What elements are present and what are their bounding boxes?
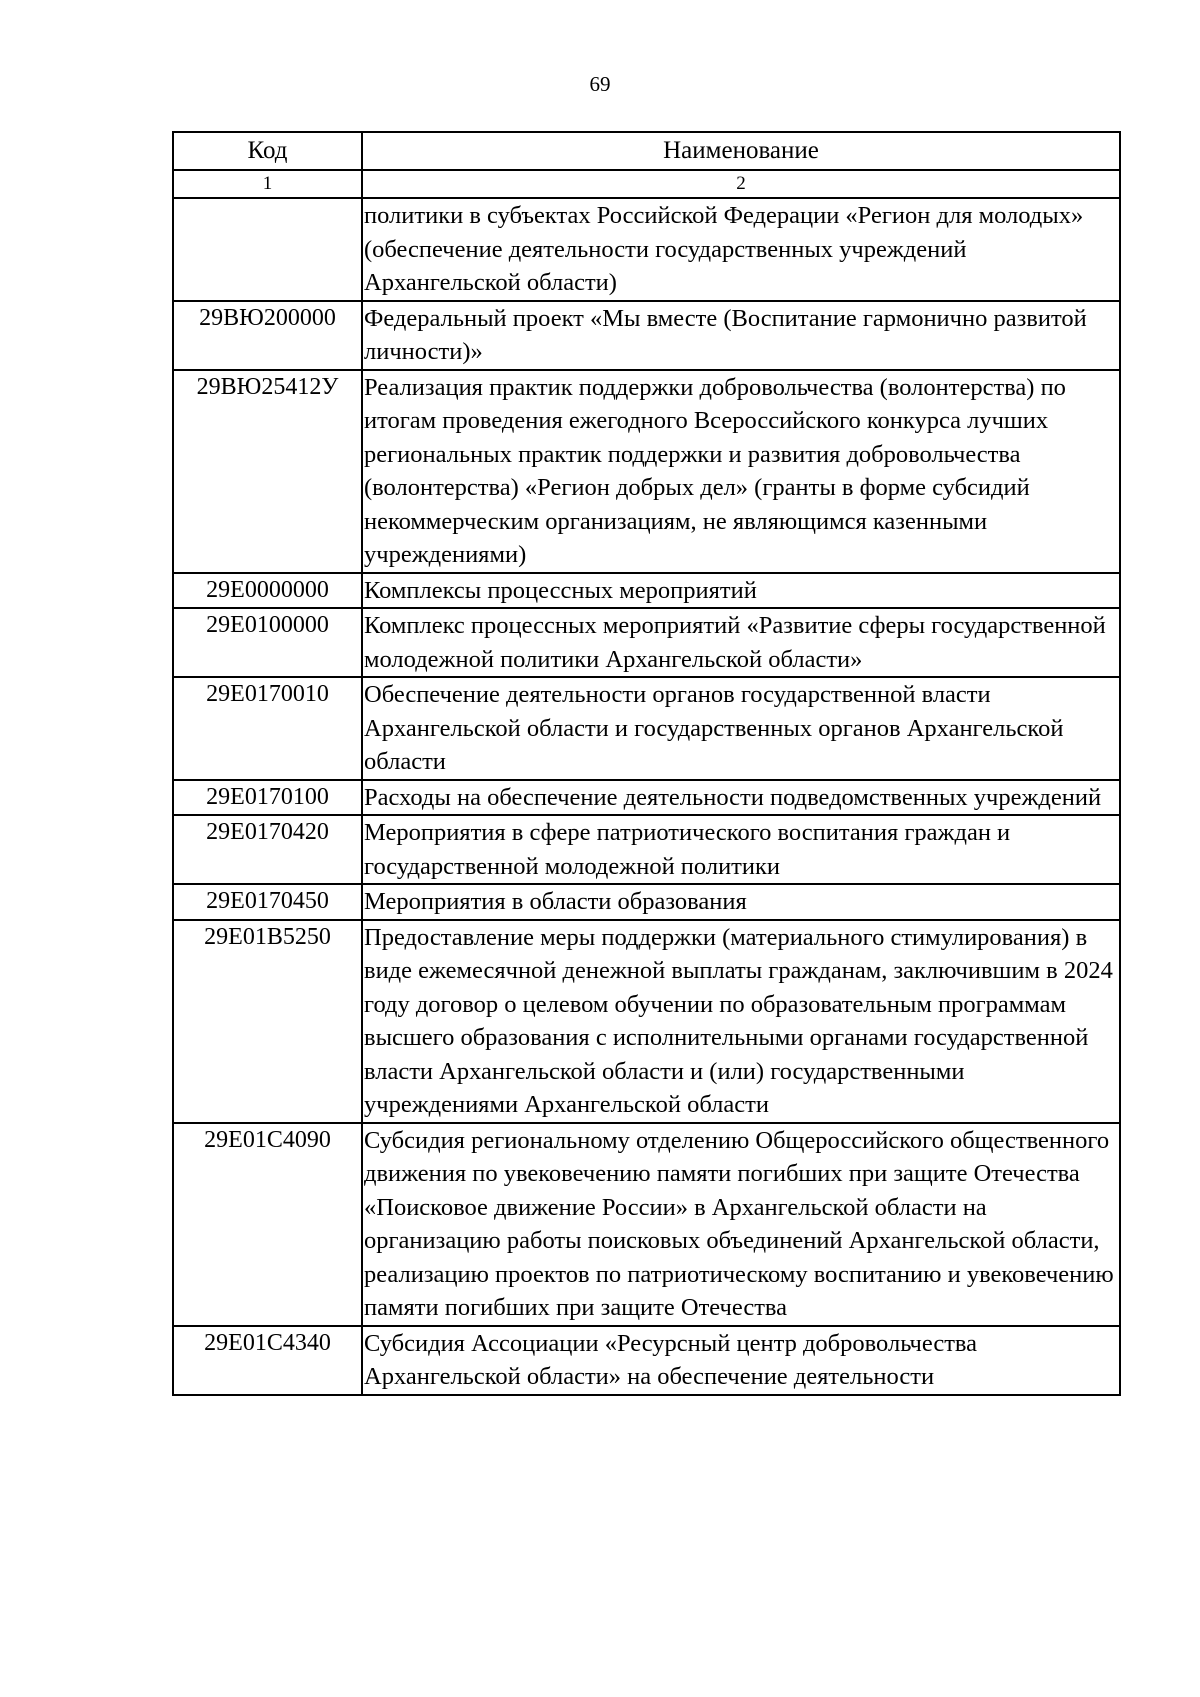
header-code: Код [173, 132, 362, 170]
table-row [173, 884, 1120, 920]
table-row [173, 198, 1120, 301]
row-name: Субсидия региональному отделению Общероссийского общественного движения по увековечению памяти погибших при защите Отечества «Поисковое движение России» в Архангельской области на организацию работы поисковых объединений Архангельской области, реализацию проектов по патриотическому воспитанию и увековечению памяти погибших при защите Отечества [362, 1123, 1120, 1326]
row-name: политики в субъектах Российской Федерации «Регион для молодых» (обеспечение деятельности государственных учреждений Архангельской области) [362, 198, 1120, 301]
row-name: Федеральный проект «Мы вместе (Воспитание гармонично развитой личности)» [362, 301, 1120, 370]
row-name: Мероприятия в сфере патриотического воспитания граждан и государственной молодежной политики [362, 815, 1120, 884]
row-code: 29Е0170420 [173, 815, 362, 884]
row-name: Комплексы процессных мероприятий [362, 573, 1120, 609]
table-row [173, 815, 1120, 884]
row-name: Субсидия Ассоциации «Ресурсный центр добровольчества Архангельской области» на обеспечение деятельности [362, 1326, 1120, 1395]
table-row [173, 608, 1120, 677]
header-name: Наименование [362, 132, 1120, 170]
row-name: Обеспечение деятельности органов государственной власти Архангельской области и государственных органов Архангельской области [362, 677, 1120, 780]
row-name: Комплекс процессных мероприятий «Развитие сферы государственной молодежной политики Архангельской области» [362, 608, 1120, 677]
table-header-row [173, 132, 1120, 170]
table-row [173, 301, 1120, 370]
row-code: 29Е01В5250 [173, 920, 362, 1123]
row-name: Расходы на обеспечение деятельности подведомственных учреждений [362, 780, 1120, 816]
row-code [173, 198, 362, 301]
row-code: 29Е01С4090 [173, 1123, 362, 1326]
row-code: 29ВЮ200000 [173, 301, 362, 370]
column-number-2: 2 [362, 170, 1120, 198]
row-code: 29Е0000000 [173, 573, 362, 609]
row-code: 29Е01С4340 [173, 1326, 362, 1395]
column-number-row [173, 170, 1120, 198]
table-row [173, 920, 1120, 1123]
table-row [173, 1326, 1120, 1395]
row-code: 29Е0100000 [173, 608, 362, 677]
row-code: 29ВЮ25412У [173, 370, 362, 573]
table-row [173, 780, 1120, 816]
table-row [173, 370, 1120, 573]
row-code: 29Е0170100 [173, 780, 362, 816]
row-name: Мероприятия в области образования [362, 884, 1120, 920]
row-name: Реализация практик поддержки добровольчества (волонтерства) по итогам проведения ежегодного Всероссийского конкурса лучших региональных практик поддержки и развития добровольчества (волонтерства) «Регион добрых дел» (гранты в форме субсидий некоммерческим организациям, не являющимся казенными учреждениями) [362, 370, 1120, 573]
page-number: 69 [589, 72, 611, 96]
table-row [173, 677, 1120, 780]
table-row [173, 1123, 1120, 1326]
row-code: 29Е0170450 [173, 884, 362, 920]
table-row [173, 573, 1120, 609]
column-number-1: 1 [173, 170, 362, 198]
row-code: 29Е0170010 [173, 677, 362, 780]
budget-codes-table [172, 131, 1121, 1396]
row-name: Предоставление меры поддержки (материального стимулирования) в виде ежемесячной денежной выплаты гражданам, заключившим в 2024 году договор о целевом обучении по образовательным программам высшего образования с исполнительными органами государственной власти Архангельской области и (или) государственными учреждениями Архангельской области [362, 920, 1120, 1123]
